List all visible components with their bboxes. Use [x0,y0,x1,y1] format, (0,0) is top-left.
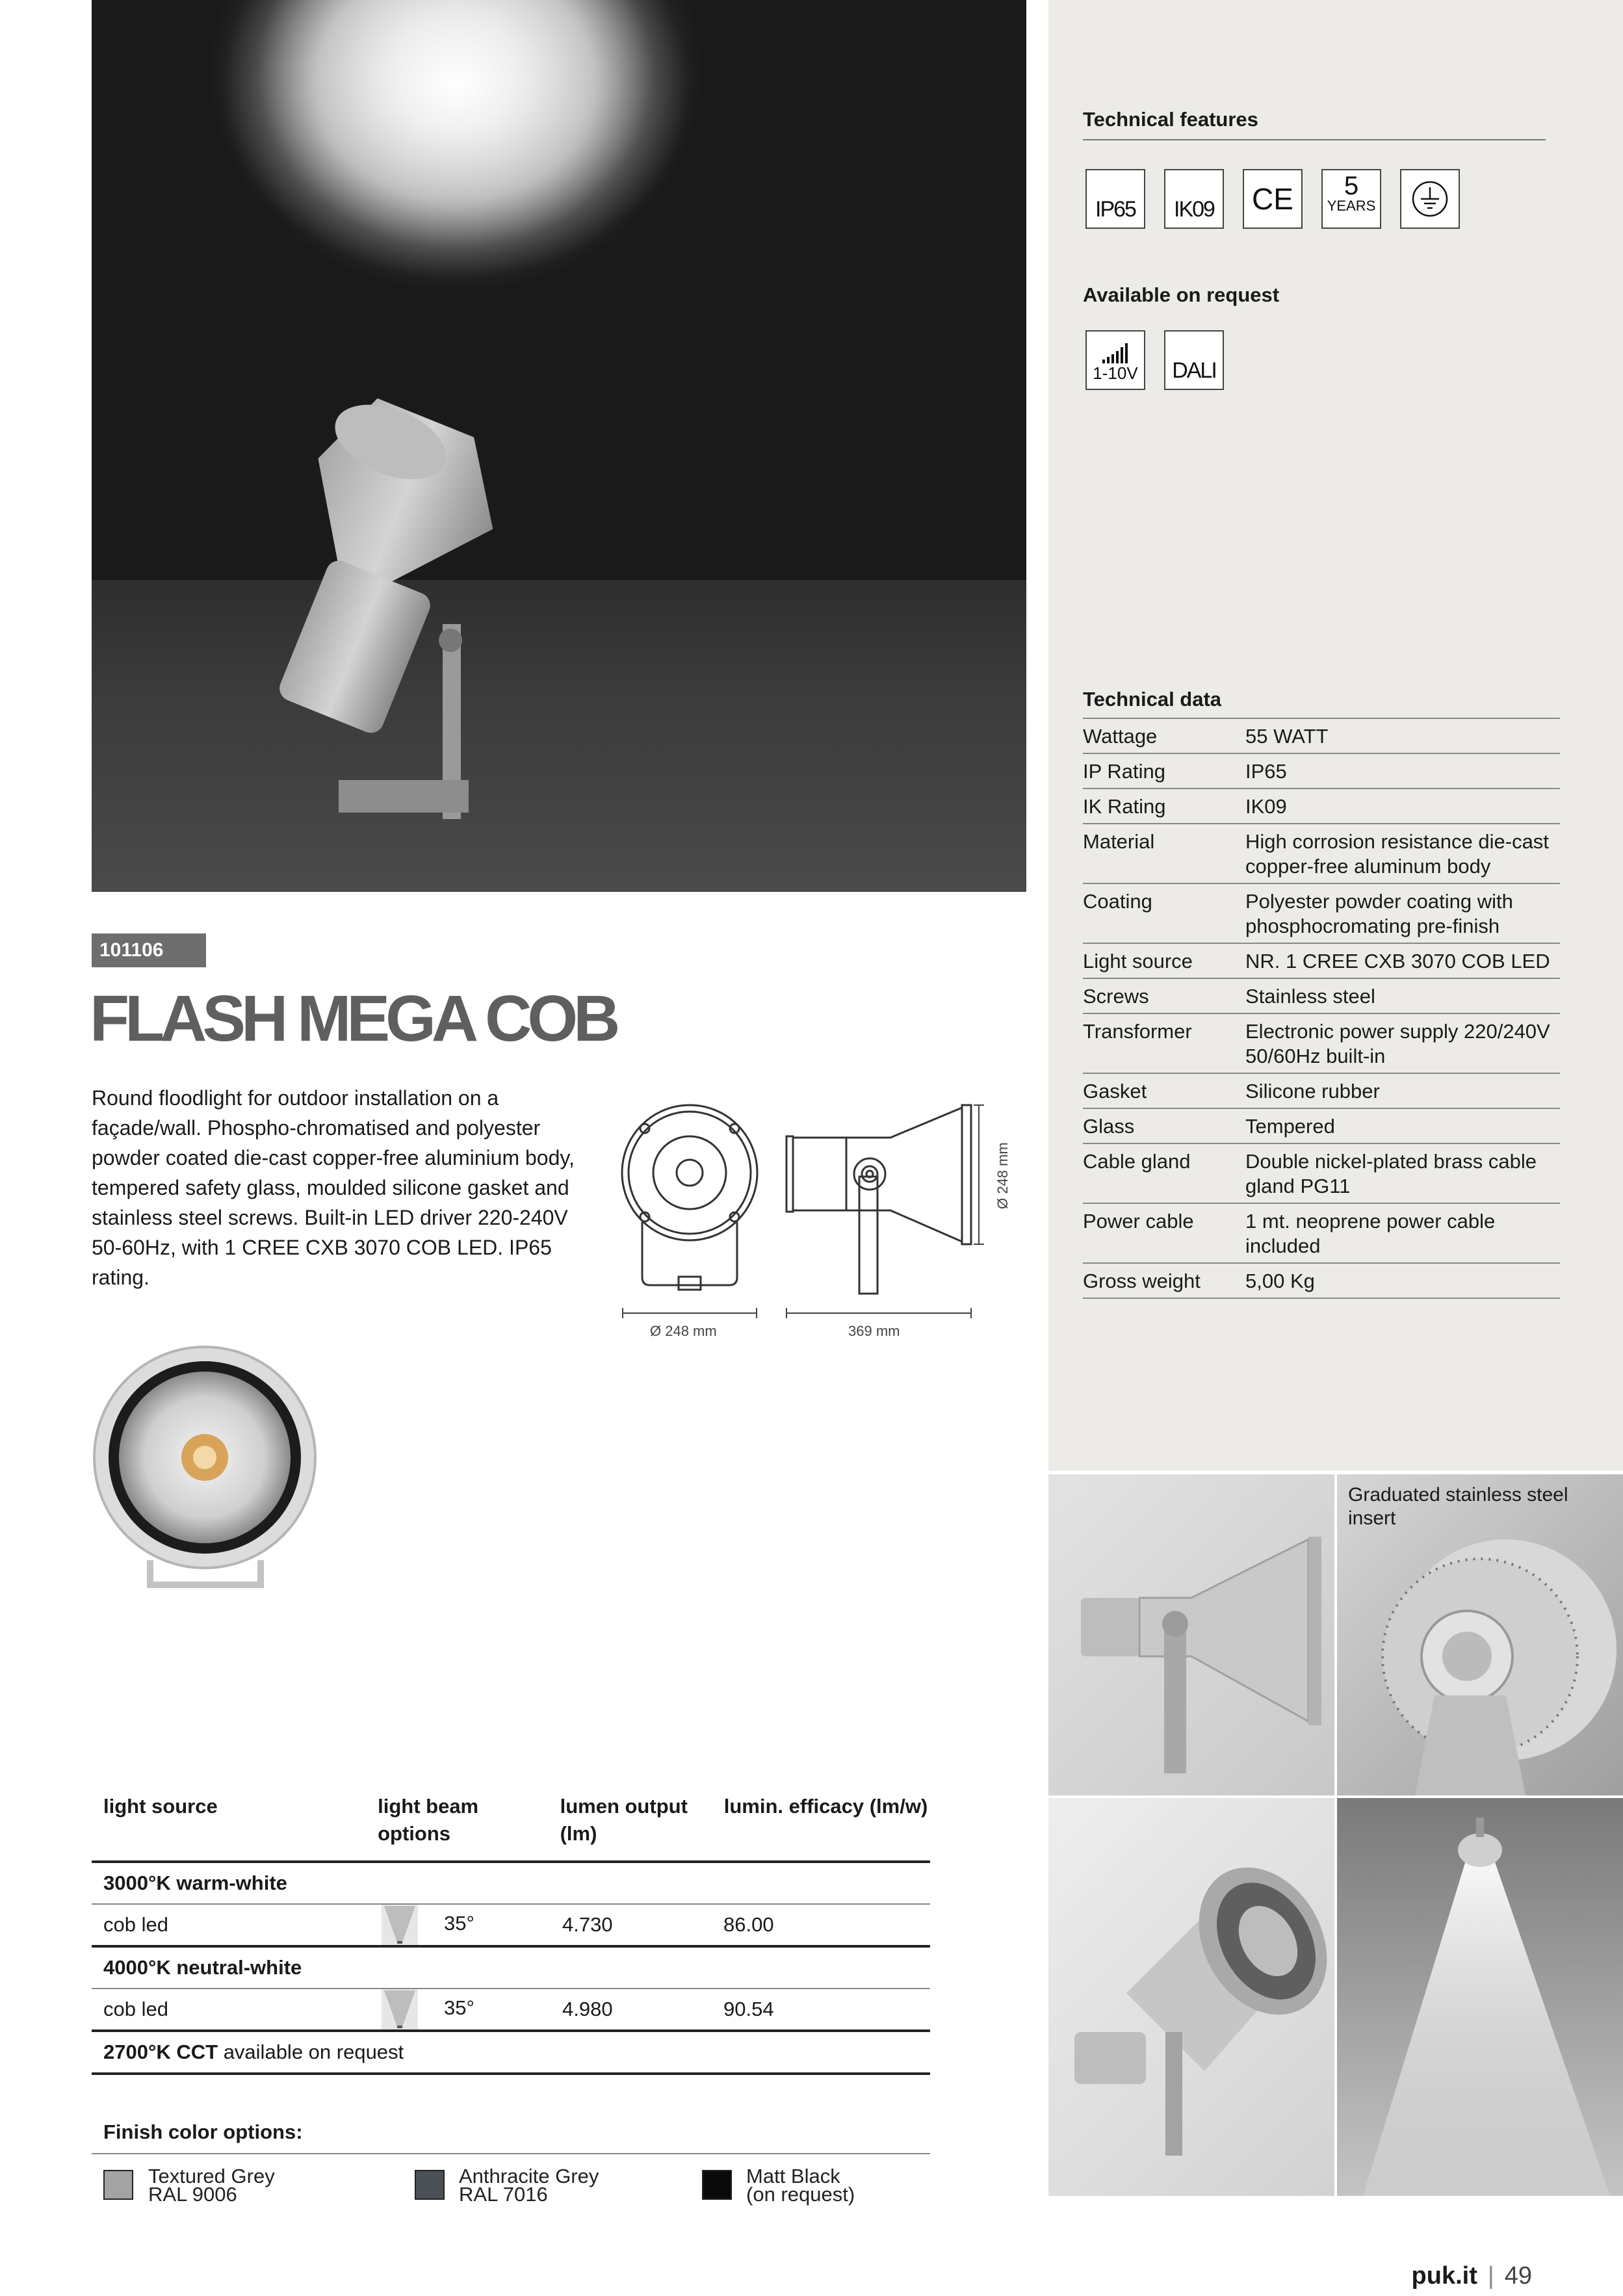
dimming-1-10v-badge [1085,330,1145,390]
color-swatch-matt-black [702,2170,732,2200]
color-swatch-textured-grey [103,2170,133,2200]
table-row [1083,823,1560,883]
row-key: Light source [1083,950,1193,972]
note-row [92,2029,930,2075]
finish-option-code: RAL 7016 [459,2183,548,2206]
row-value: Silicone rubber [1245,1080,1380,1102]
group-row-warm [92,1860,930,1903]
beam-angle-value: 35° [444,1912,474,1935]
beam-angle-value: 35° [444,1996,474,2020]
angled-view-photo [1048,1798,1334,2196]
cell-efficacy: 90.54 [723,1998,774,2020]
row-key: Gasket [1083,1080,1147,1102]
product-description: Round floodlight for outdoor installation on a façade/wall. Phospho-chromatised and polyester powder coated die-cast copper-free aluminium body, tempered safety glass, moulded silicone gasket and stainless steel screws. Built-in LED driver 220-240V 50-60Hz, with 1 CREE CXB 3070 COB LED. IP65 rating. [92,1086,575,1289]
table-row [1083,718,1560,753]
finish-option-label [148,2167,275,2204]
row-key: Wattage [1083,725,1158,748]
row-value: Double nickel-plated brass cable gland PG11 [1245,1150,1537,1197]
warranty-years-label: YEARS [1327,198,1376,214]
side-view-drawing [786,1105,971,1294]
dimension-front-width: Ø 248 mm [650,1323,717,1339]
dimension-side-height: Ø 248 mm [994,1142,1011,1209]
product-code: 101106 [92,933,206,967]
row-value: 5,00 Kg [1245,1270,1315,1292]
dali-badge [1164,330,1224,390]
row-key: Material [1083,830,1155,853]
table-row [1083,788,1560,823]
row-key: Cable gland [1083,1150,1191,1173]
finish-option-label [459,2167,599,2204]
finish-option-code: RAL 9006 [148,2183,237,2206]
ik09-label: IK09 [1174,197,1214,222]
cct-note [92,2041,404,2064]
front-view-drawing [622,1105,757,1290]
warranty-years-number: 5 [1344,172,1359,200]
row-value: IP65 [1245,760,1287,783]
photo-caption: Graduated stainless steel insert [1348,1484,1568,1529]
dimmer-bars-icon [1101,343,1130,363]
page-footer [1412,2262,1532,2290]
cct-note-rest: available on request [218,2041,404,2063]
row-key: Screws [1083,985,1149,1008]
footer-site[interactable]: puk.it [1411,2262,1477,2289]
cell-lumen: 4.730 [562,1913,613,1936]
cell-efficacy: 86.00 [723,1913,774,1936]
product-title: FLASH MEGA COB [90,982,616,1055]
angled-product-image [1048,1798,1334,2196]
technical-features-title: Technical features [1083,108,1258,131]
header-light-source: light source [103,1795,218,1818]
table-row [1083,1108,1560,1143]
technical-data-title: Technical data [1083,688,1222,711]
page-number: 49 [1504,2262,1532,2289]
group-row-neutral [92,1945,930,1988]
technical-drawing [611,1092,988,1339]
ip65-badge [1085,169,1145,229]
row-key: Coating [1083,890,1152,913]
table-row [92,1988,930,2029]
light-beam-photo [1337,1798,1623,2196]
ik09-badge [1164,169,1224,229]
row-value: 55 WATT [1245,725,1329,748]
row-value: Electronic power supply 220/240V 50/60Hz built-in [1245,1020,1550,1067]
beam-angle-icon [382,1905,418,1945]
header-efficacy: lumin. efficacy (lm/w) [723,1795,928,1818]
finish-option-code: (on request) [746,2183,855,2206]
table-row [1083,883,1560,943]
warranty-badge [1321,169,1381,229]
row-value: IK09 [1245,795,1287,818]
group-label: 4000°K neutral-white [103,1956,302,1979]
table-header [92,1793,930,1860]
row-key: Power cable [1083,1210,1194,1233]
table-row [1083,1262,1560,1299]
row-value: Polyester powder coating with phosphocromating pre-finish [1245,890,1513,937]
front-product-photo [92,1346,319,1593]
table-row [1083,1203,1560,1262]
row-key: IP Rating [1083,760,1165,783]
side-view-product-image [1048,1474,1334,1795]
header-lumen-output: lumen output (lm) [560,1795,688,1845]
cell-source: cob led [103,1913,168,1936]
row-value: NR. 1 CREE CXB 3070 COB LED [1245,950,1550,972]
dimension-side-length: 369 mm [848,1323,900,1339]
dimming-1-10v-label: 1-10V [1093,363,1138,383]
table-row [1083,753,1560,788]
row-value: Tempered [1245,1115,1335,1138]
table-row [1083,943,1560,978]
ce-mark-label: CE [1252,182,1293,216]
row-key: Gross weight [1083,1270,1201,1292]
footer-separator: | [1487,2262,1494,2289]
light-source-table [92,1793,930,2075]
ce-mark-badge [1243,169,1303,229]
header-light-beam: light beam options [378,1795,479,1845]
cell-beam [370,1905,551,1945]
divider [1083,139,1546,140]
row-value: 1 mt. neoprene power cable included [1245,1210,1496,1257]
technical-data-table [1083,718,1560,1299]
row-value: Stainless steel [1245,985,1375,1008]
side-view-photo [1048,1474,1334,1795]
ip65-label: IP65 [1095,197,1136,222]
table-row [1083,1013,1560,1073]
row-key: Glass [1083,1115,1135,1138]
beam-projection-image [1337,1798,1623,2196]
finish-option-name: Anthracite Grey [459,2165,599,2187]
earth-ground-icon [1410,179,1449,218]
table-row [1083,1073,1560,1108]
finish-option-name: Matt Black [746,2165,840,2187]
floodlight-photo [92,0,1026,892]
cell-beam [370,1989,551,2029]
divider [92,2153,930,2154]
cct-note-bold: 2700°K CCT [103,2041,218,2063]
cell-source: cob led [103,1998,168,2020]
row-key: IK Rating [1083,795,1166,818]
row-key: Transformer [1083,1020,1192,1043]
table-row [1083,978,1560,1013]
dali-label: DALI [1172,358,1216,383]
table-row [92,1903,930,1945]
hero-photo [92,0,1026,892]
beam-angle-icon [382,1989,418,2029]
finish-option-label [746,2167,855,2204]
finish-option-name: Textured Grey [148,2165,275,2187]
available-on-request-title: Available on request [1083,283,1280,306]
ground-icon-badge [1400,169,1460,229]
finish-options-title: Finish color options: [103,2120,303,2143]
group-label: 3000°K warm-white [103,1872,287,1894]
table-row [1083,1143,1560,1203]
cell-lumen: 4.980 [562,1998,613,2020]
row-value: High corrosion resistance die-cast copper-free aluminum body [1245,830,1549,878]
color-swatch-anthracite-grey [415,2170,445,2200]
